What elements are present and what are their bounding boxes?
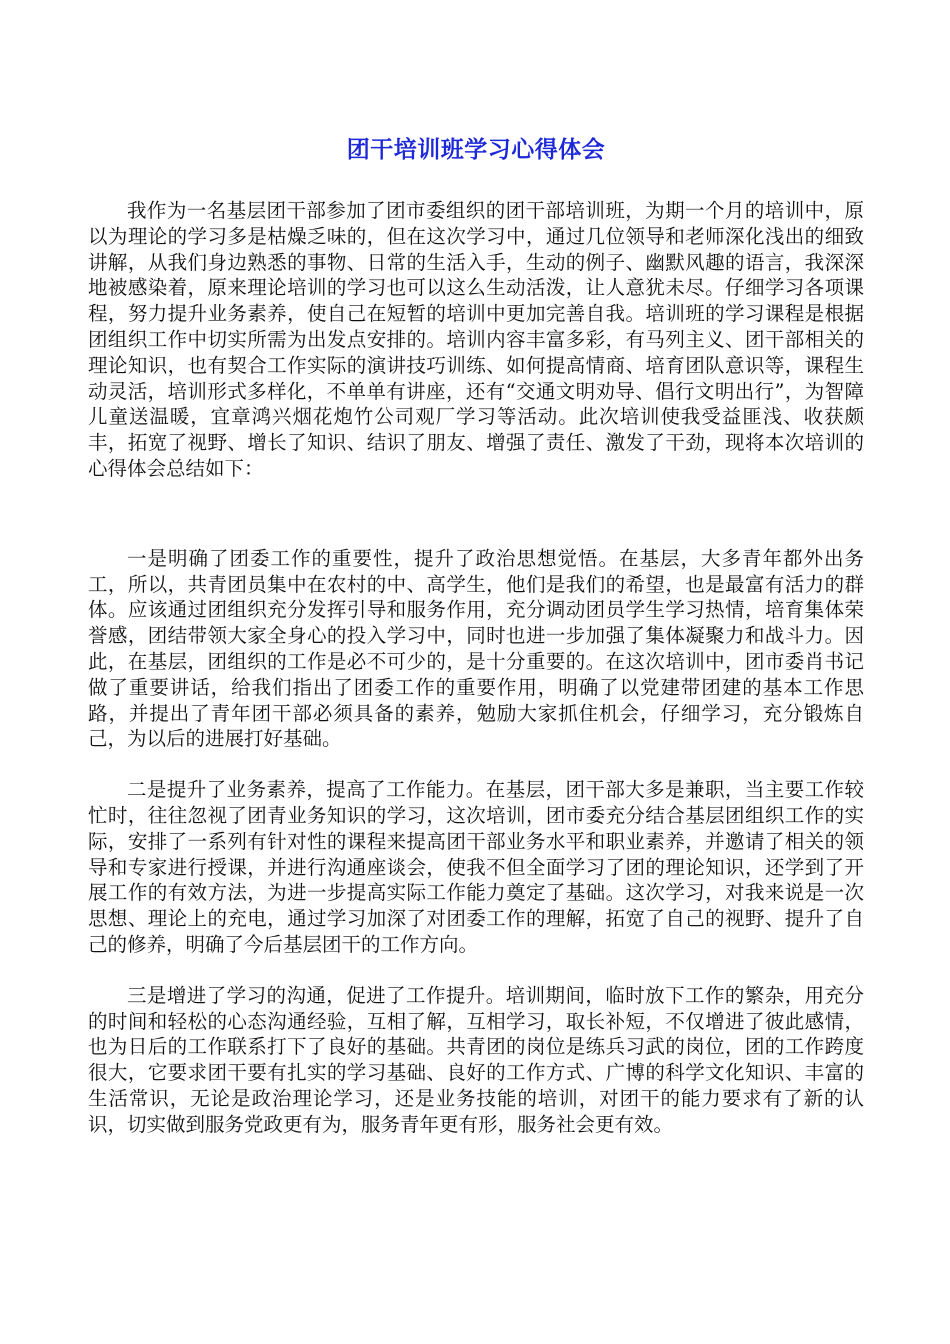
paragraph-intro: 我作为一名基层团干部参加了团市委组织的团干部培训班，为期一个月的培训中，原以为理论的学习多是枯燥乏味的，但在这次学习中，通过几位领导和老师深化浅出的细致讲解，从我们身边熟悉的事物、日常的生活入手，生动的例子、幽默风趣的语言，我深深地被感染着，原来理论培训的学习也可以这么生动活泼，让人意犹未尽。仔细学习各项课程，努力提升业务素养，使自己在短暂的培训中更加完善自我。培训班的学习课程是根据团组织工作中切实所需为出发点安排的。培训内容丰富多彩，有马列主义、团干部相关的理论知识，也有契合工作实际的演讲技巧训练、如何提高情商、培育团队意识等，课程生动灵活，培训形式多样化，不单单有讲座，还有“交通文明劝导、倡行文明出行”，为智障儿童送温暖，宜章鸿兴烟花炮竹公司观厂学习等活动。此次培训使我受益匪浅、收获颇丰，拓宽了视野、增长了知识、结识了朋友、增强了责任、激发了干劲，现将本次培训的心得体会总结如下： <box>88 199 864 480</box>
document-title: 团干培训班学习心得体会 <box>346 137 606 163</box>
paragraph-point-three: 三是增进了学习的沟通，促进了工作提升。培训期间，临时放下工作的繁杂，用充分的时间和轻松的心态沟通经验，互相了解，互相学习，取长补短，不仅增进了彼此感情，也为日后的工作联系打下了良好的基础。共青团的岗位是练兵习武的岗位，团的工作跨度很大，它要求团干要有扎实的学习基础、良好的工作方式、广博的科学文化知识、丰富的生活常识，无论是政治理论学习，还是业务技能的培训，对团干的能力要求有了新的认识，切实做到服务党政更有为，服务青年更有形，服务社会更有效。 <box>88 983 864 1136</box>
document-page <box>88 130 864 1138</box>
paragraph-point-one: 一是明确了团委工作的重要性，提升了政治思想觉悟。在基层，大多青年都外出务工，所以，共青团员集中在农村的中、高学生，他们是我们的希望，也是最富有活力的群体。应该通过团组织充分发挥引导和服务作用，充分调动团员学生学习热情，培育集体荣誉感，团结带领大家全身心的投入学习中，同时也进一步加强了集体凝聚力和战斗力。因此，在基层，团组织的工作是必不可少的，是十分重要的。在这次培训中，团市委肖书记做了重要讲话，给我们指出了团委工作的重要作用，明确了以党建带团建的基本工作思路，并提出了青年团干部必须具备的素养，勉励大家抓住机会，仔细学习，充分锻炼自己，为以后的进展打好基础。 <box>88 546 864 751</box>
paragraph-point-two: 二是提升了业务素养，提高了工作能力。在基层，团干部大多是兼职，当主要工作较忙时，往往忽视了团青业务知识的学习，这次培训，团市委充分结合基层团组织工作的实际，安排了一系列有针对性的课程来提高团干部业务水平和职业素养，并邀请了相关的领导和专家进行授课，并进行沟通座谈会，使我不但全面学习了团的理论知识，还学到了开展工作的有效方法，为进一步提高实际工作能力奠定了基础。这次学习，对我来说是一次思想、理论上的充电，通过学习加深了对团委工作的理解，拓宽了自己的视野、提升了自己的修养，明确了今后基层团干的工作方向。 <box>88 778 864 956</box>
